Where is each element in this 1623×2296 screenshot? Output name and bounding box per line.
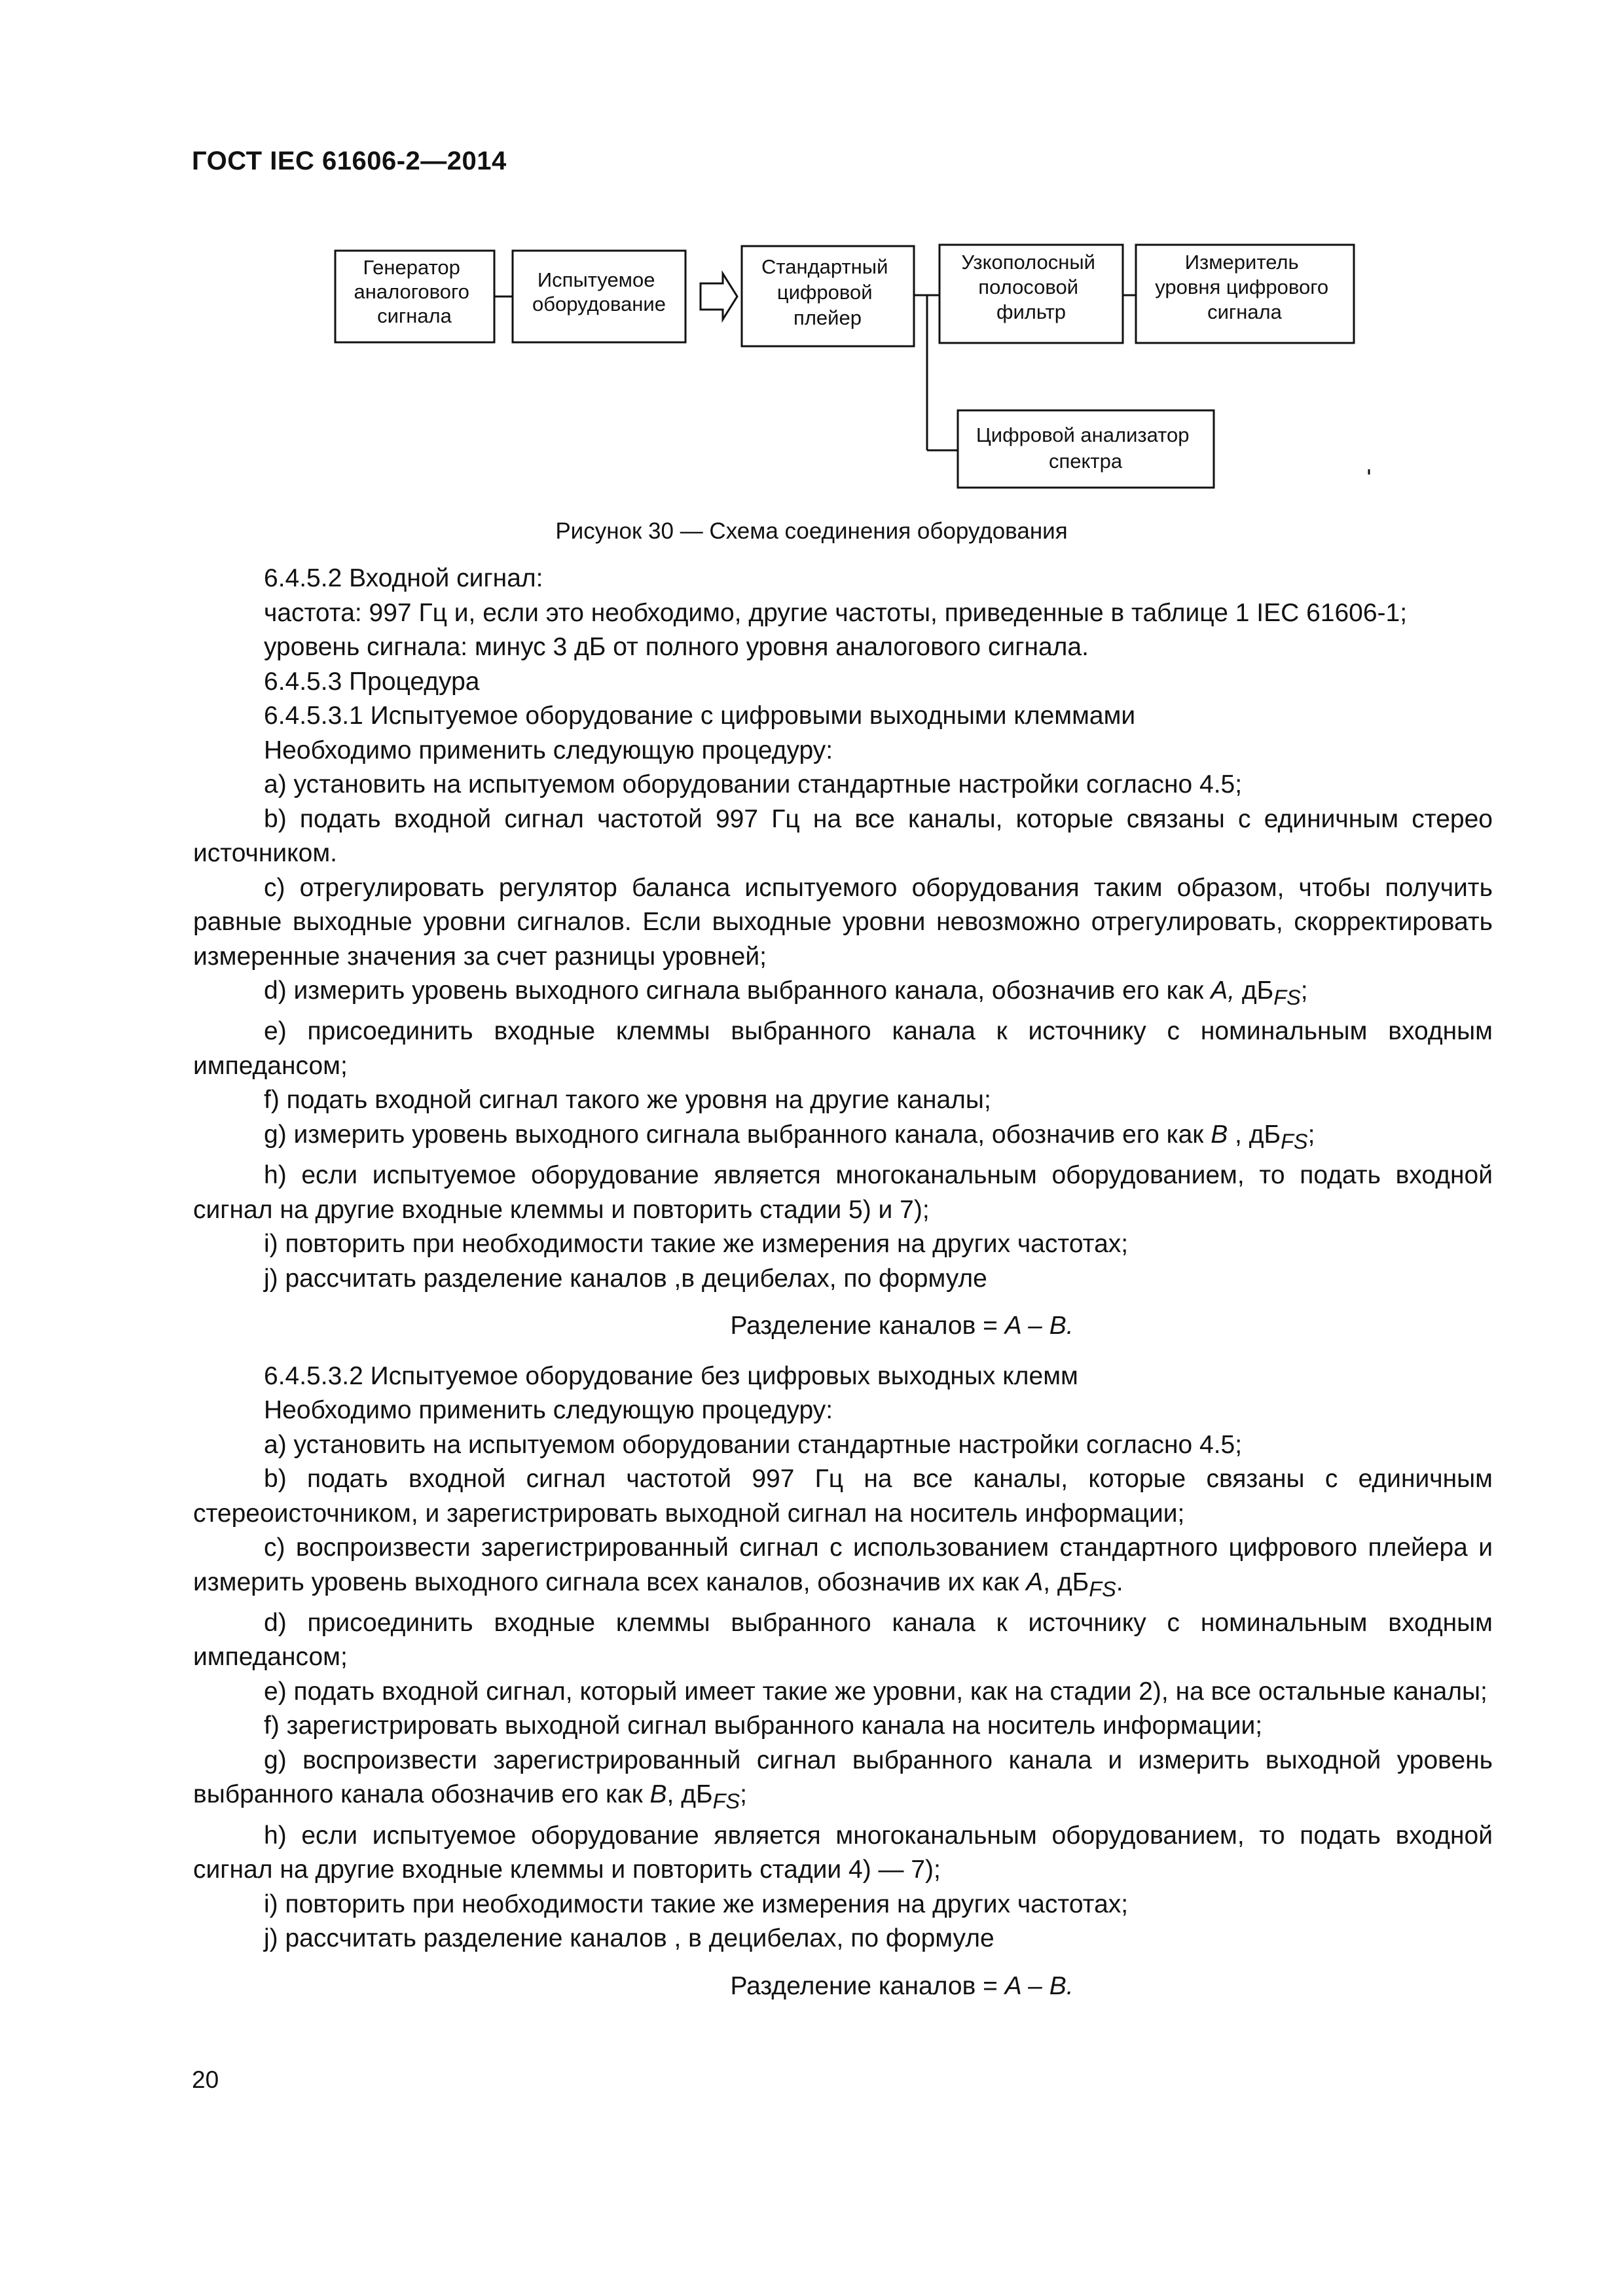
step-a-1: а) установить на испытуемом оборудовании стандартные настройки согласно 4.5;: [264, 770, 1243, 798]
step-d-2: d) присоединить входные клеммы выбранного канала к источнику с номинальным входным импедансом;: [193, 1608, 1493, 1672]
step-j-1: j) рассчитать разделение каналов ,в децибелах, по формуле: [264, 1264, 987, 1293]
figure-caption: Рисунок 30 — Схема соединения оборудования: [555, 518, 1068, 544]
step-g-1: g) измерить уровень выходного сигнала выбранного канала, обозначив его как B , $дБ_{FS}$;: [264, 1120, 1315, 1153]
label-dut: Испытуемое оборудование: [532, 268, 666, 315]
level-line: уровень сигнала: минус 3 дБ от полного уровня аналогового сигнала.: [264, 633, 1089, 661]
label-analyzer: Цифровой анализатор спектра: [976, 423, 1190, 473]
box-analyzer: [958, 410, 1214, 488]
step-i-2: i) повторить при необходимости такие же измерения на других частотах;: [264, 1890, 1129, 1918]
label-player: Стандартный цифровой плейер: [761, 255, 888, 329]
clause-6-4-5-3-2: 6.4.5.3.2 Испытуемое оборудование без цифровых выходных клемм: [264, 1361, 1078, 1390]
step-b-2: b) подать входной сигнал частотой 997 Гц на все каналы, которые связаны с единичным стереоисточником, и зарегистрировать выходной сигнал на носитель информации;: [193, 1465, 1493, 1528]
label-generator: Генератор аналогового сигнала: [354, 256, 469, 327]
connection-diagram: [0, 0, 1623, 524]
clause-6-4-5-2: 6.4.5.2 Входной сигнал:: [264, 564, 543, 592]
formula-2: Разделение каналов = A – B.: [730, 1971, 1074, 2000]
formula-1: Разделение каналов = A – B.: [730, 1312, 1074, 1340]
document-header: ГОСТ IEC 61606-2—2014: [192, 147, 507, 175]
clause-6-4-5-3-1: 6.4.5.3.1 Испытуемое оборудование с цифровыми выходными клеммами: [264, 702, 1136, 730]
step-e-1: е) присоединить входные клеммы выбранного канала к источнику с номинальным входным импедансом;: [193, 1017, 1493, 1080]
step-h-1: h) если испытуемое оборудование является многоканальным оборудованием, то подать входной сигнал на другие входные клеммы и повторить стадии 5) и 7);: [193, 1161, 1493, 1224]
step-c-1: с) отрегулировать регулятор баланса испытуемого оборудования таким образом, чтобы получить равные выходные уровни сигналов. Если выходные уровни невозможно отрегулировать, скорректировать измеренные значения за счет разницы уровней;: [193, 873, 1493, 971]
step-d-1: d) измерить уровень выходного сигнала выбранного канала, обозначив его как A, $дБ_{FS}$;: [264, 977, 1308, 1009]
step-j-2: j) рассчитать разделение каналов , в децибелах, по формуле: [264, 1924, 994, 1953]
step-a-2: а) установить на испытуемом оборудовании стандартные настройки согласно 4.5;: [264, 1430, 1243, 1459]
procedure-intro-1: Необходимо применить следующую процедуру:: [264, 736, 833, 764]
procedure-intro-2: Необходимо применить следующую процедуру:: [264, 1396, 833, 1425]
step-c-2: с) воспроизвести зарегистрированный сигнал с использованием стандартного цифрового плейера и измерить уровень выходного сигнала всех каналов, обозначив их как A, $дБ_{FS}$.: [193, 1534, 1493, 1601]
step-e-2: е) подать входной сигнал, который имеет такие же уровни, как на стадии 2), на все остальные каналы;: [264, 1677, 1487, 1706]
step-f-1: f) подать входной сигнал такого же уровня на другие каналы;: [264, 1086, 991, 1115]
body-text: [193, 562, 1493, 2019]
step-i-1: i) повторить при необходимости такие же измерения на других частотах;: [264, 1230, 1129, 1259]
page-number: 20: [192, 2066, 219, 2093]
step-h-2: h) если испытуемое оборудование является многоканальным оборудованием, то подать входной сигнал на другие входные клеммы и повторить стадии 4) — 7);: [193, 1821, 1493, 1884]
step-g-2: g) воспроизвести зарегистрированный сигнал выбранного канала и измерить выходной уровень выбранного канала обозначив его как B, $дБ_{FS}$;: [193, 1746, 1493, 1814]
label-filter: Узкополосный полосовой фильтр: [961, 251, 1095, 323]
label-meter: Измеритель уровня цифрового сигнала: [1155, 251, 1329, 323]
transfer-arrow-icon: [701, 274, 737, 319]
step-f-2: f) зарегистрировать выходной сигнал выбранного канала на носитель информации;: [264, 1712, 1263, 1740]
clause-6-4-5-3: 6.4.5.3 Процедура: [264, 667, 480, 696]
step-b-1: b) подать входной сигнал частотой 997 Гц на все каналы, которые связаны с единичным стерео источником.: [193, 804, 1493, 867]
frequency-line: частота: 997 Гц и, если это необходимо, другие частоты, приведенные в таблице 1 IEC 61606-1;: [264, 598, 1408, 627]
